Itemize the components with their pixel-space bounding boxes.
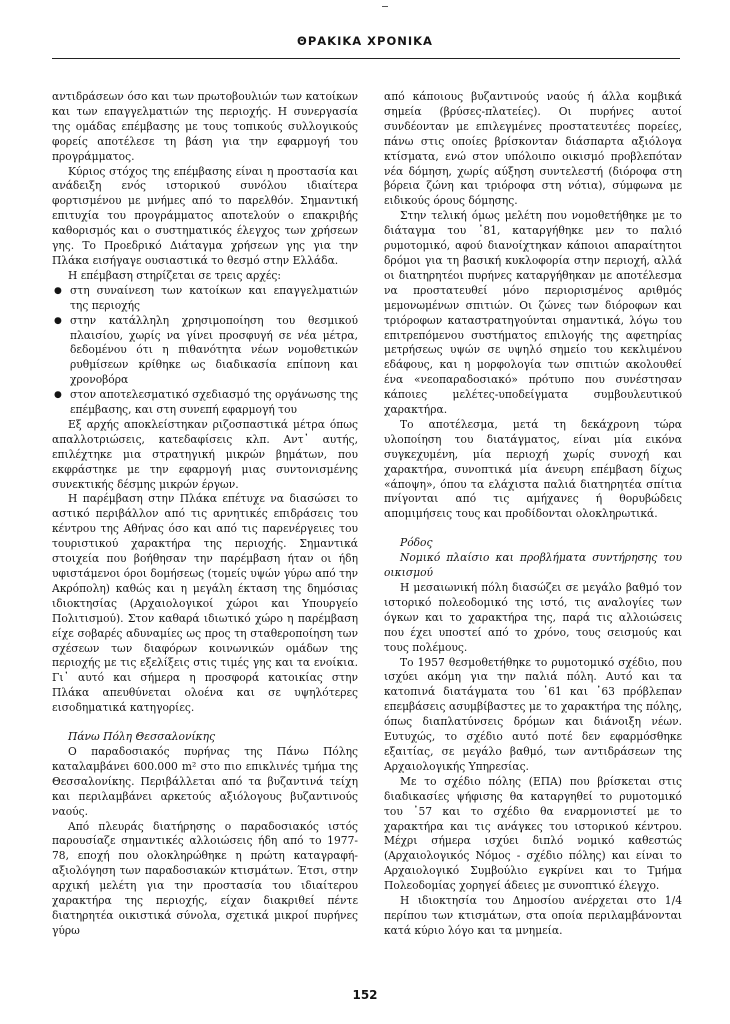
- paragraph: Κύριος στόχος της επέμβασης είναι η προστασία και ανάδειξη ενός ιστορικού συνόλου ιδιαίτερα φορτισμένου με μνήμες από το παρελθόν. Σημαντική επιτυχία του προγράμματος αποτελούν ο επακριβής καθορισμός και ο συστηματικός έλεγχος των χρήσεων γης. Το Προεδρικό Διάταγμα χρήσεων γης για την Πλάκα εισήγαγε ουσιαστικά το θεσμό στην Ελλάδα.: [52, 164, 358, 267]
- right-column: [384, 90, 682, 939]
- paragraph: Από πλευράς διατήρησης ο παραδοσιακός ιστός παρουσίαζε σημαντικές αλλοιώσεις ήδη από το 1977-78, εποχή που ολοκληρώθηκε η πρώτη καταγραφή-αξιολόγηση των παραδοσιακών κτισμάτων. Έτσι, στην αρχική μελέτη για την προστασία του ιδιαίτερου χαρακτήρα της περιοχής, είχαν διακριθεί πέντε διατηρητέα οικιστικά σύνολα, σχετικά μικροί πυρήνες γύρω: [52, 819, 358, 937]
- paragraph: Ο παραδοσιακός πυρήνας της Πάνω Πόλης καταλαμβάνει 600.000 m² στο πιο επικλινές τμήμα της Θεσσαλονίκης. Περιβάλλεται από τα βυζαντινά τείχη και περιλαμβάνει αρκετούς αξιόλογους βυζαντινούς ναούς.: [52, 744, 358, 818]
- section-subheading: Νομικό πλαίσιο και προβλήματα συντήρησης του οικισμού: [384, 551, 682, 580]
- paragraph: Η επέμβαση στηρίζεται σε τρεις αρχές:: [68, 268, 282, 282]
- paragraph: Το 1957 θεσμοθετήθηκε το ρυμοτομικό σχέδιο, που ισχύει ακόμη για την παλιά πόλη. Αυτό και τα κατοπινά διατάγματα του ᾽61 και ᾽63 πρόβλεπαν επεμβάσεις ασυμβίβαστες με το χαρακτήρα της πόλης, όπως διαπλατύνσεις δρόμων και διάνοιξη νέων. Ευτυχώς, το σχέδιο αυτό ποτέ δεν εφαρμόσθηκε εξαιτίας, σε μεγάλο βαθμό, των αντιδράσεων της Αρχαιολογικής Υπηρεσίας.: [384, 655, 682, 773]
- paragraph: αντιδράσεων όσο και των πρωτοβουλιών των κατοίκων και των επαγγελματιών της περιοχής. Η συνεργασία της ομάδας επέμβασης με τους τοπικούς συλλογικούς φορείς αποτέλεσε τη βάση για την εφαρμογή του προγράμματος.: [52, 90, 358, 163]
- paragraph: Η παρέμβαση στην Πλάκα επέτυχε να διασώσει το αστικό περιβάλλον από τις αρνητικές επιδράσεις του κέντρου της Αθήνας όσο και από τις παρενέργειες του τουριστικού χαρακτήρα της περιοχής. Σημαντικά στοιχεία που βοήθησαν την παρέμβαση ήταν οι ήδη υφιστάμενοι όροι δομήσεως (τομείς υψών γύρω από την Ακρόπολη) καθώς και η μεγάλη έκταση της δημόσιας ιδιοκτησίας (Αρχαιολογικοί χώροι και Υπουργείο Πολιτισμού). Στον καθαρά ιδιωτικό χώρο η παρέμβαση είχε σοβαρές αδυναμίες ως προς τη σταθεροποίηση των σχέσεων των διαφόρων κοινωνικών ομάδων της περιοχής με τις εξελίξεις στις τιμές γης και τα ενοίκια. Γι᾽ αυτό και σήμερα η προσφορά κατοικίας στην Πλάκα απευθύνεται ολοένα και σε υψηλότερες εισοδηματικά κατηγορίες.: [52, 492, 358, 715]
- header-divider: [52, 58, 680, 59]
- paragraph: Εξ αρχής αποκλείστηκαν ριζοσπαστικά μέτρα όπως απαλλοτριώσεις, κατεδαφίσεις κλπ. Αντ᾽ αυτής, επιλέχτηκε μια στρατηγική μικρών βημάτων, που εκφράστηκε με την εφαρμογή μιας συντονισμένης συνεκτικής δέσμης μικρών έργων.: [52, 417, 358, 491]
- running-header-title: ΘΡΑΚΙΚΑ ΧΡΟΝΙΚΑ: [297, 34, 433, 48]
- left-column: [52, 90, 358, 939]
- scan-mark: [382, 6, 388, 7]
- paragraph: Η ιδιοκτησία του Δημοσίου ανέρχεται στο 1/4 περίπου των κτισμάτων, στα οποία περιλαμβάνονται κατά κύριο λόγο και τα μνημεία.: [384, 894, 682, 937]
- list-item: ● στη συναίνεση των κατοίκων και επαγγελματιών της περιοχής: [52, 284, 358, 314]
- principles-list: [52, 284, 358, 418]
- section-heading: Πάνω Πόλη Θεσσαλονίκης: [68, 730, 216, 744]
- paragraph: Η μεσαιωνική πόλη διασώζει σε μεγάλο βαθμό τον ιστορικό πολεοδομικό της ιστό, τις αναλογίες των όγκων και το χαρακτήρα της, παρά τις αλλοιώσεις που έχει υποστεί από το χρόνο, τους σεισμούς και τους πολέμους.: [384, 581, 682, 654]
- list-item: ● στην κατάλληλη χρησιμοποίηση του θεσμικού πλαισίου, χωρίς να γίνει προσφυγή σε νέα μέτρα, δεδομένου ότι η πιθανότητα νέων νομοθετικών ρυθμίσεων κρίθηκε ως διαδικασία επίπονη και χρονοβόρα: [52, 314, 358, 389]
- list-item: ● στον αποτελεσματικό σχεδιασμό της οργάνωσης της επέμβασης, και στη συνεπή εφαρμογή του: [52, 388, 358, 418]
- page-number: 152: [352, 988, 378, 1002]
- paragraph: Με το σχέδιο πόλης (ΕΠΑ) που βρίσκεται στις διαδικασίες ψήφισης θα καταργηθεί το ρυμοτομικό του ᾽57 και το σχέδιο θα εναρμονιστεί με το χαρακτήρα και τις ανάγκες του ιστορικού κέντρου. Μέχρι σήμερα ισχύει διπλό νομικό καθεστώς (Αρχαιολογικός Νόμος - σχέδιο πόλης) και είναι το Αρχαιολογικό Συμβούλιο εγκρίνει και το Τμήμα Πολεοδομίας χορηγεί άδειες με συνοπτικό έλεγχο.: [384, 774, 682, 893]
- paragraph: Το αποτέλεσμα, μετά τη δεκάχρονη τώρα υλοποίηση του διατάγματος, είναι μία εικόνα συγκεχυμένη, μία περιοχή χωρίς συνοχή και χαρακτήρα, συνοπτικά μία άνευρη επέμβαση δίχως «άποψη», όπου τα ελάχιστα παλιά διατηρητέα σπίτια πνίγονται από τις αμήχανες ή θορυβώδεις απομιμήσεις τους και προδίδονται ολοκληρωτικά.: [384, 417, 682, 521]
- paragraph: από κάποιους βυζαντινούς ναούς ή άλλα κομβικά σημεία (βρύσες-πλατείες). Οι πυρήνες αυτοί συνδέονταν με επιλεγμένες προστατευτέες πορείες, πάνω στις οποίες βρίσκονταν διάσπαρτα αξιόλογα κτίσματα, ενώ στον υπόλοιπο οικισμό προβλεπόταν νέα δόμηση, χωρίς αύξηση συντελεστή (διόροφα στη βόρεια ζώνη και τριόροφα στη νότια), σύμφωνα με ειδικούς όρους δόμησης.: [384, 90, 682, 208]
- section-heading: Ρόδος: [400, 536, 433, 550]
- paragraph: Στην τελική όμως μελέτη που νομοθετήθηκε με το διάταγμα του ᾽81, καταργήθηκε μεν το παλιό ρυμοτομικό, αφού διανοίχτηκαν κάποιοι απαραίτητοι δρόμοι για τη βασική κυκλοφορία στην περιοχή, αλλά οι διατηρητέοι πυρήνες καταργήθηκαν με αποτέλεσμα να προστατευθεί μόνο περιορισμένος αριθμός μεμονωμένων σπιτιών. Οι ζώνες των διόροφων και τριόροφων καταστρατηγούνται σημαντικά, λόγω του επιτρεπόμενου συστήματος επιλογής της αφετηρίας μετρήσεως υψών σε υψηλό σημείο του κεκλιμένου εδάφους, και η μορφολογία των σπιτιών ακολουθεί ένα «νεοπαραδοσιακό» πρότυπο που συνέστησαν κάποιες μελέτες-υποδείγματα συμβουλευτικού χαρακτήρα.: [384, 209, 682, 417]
